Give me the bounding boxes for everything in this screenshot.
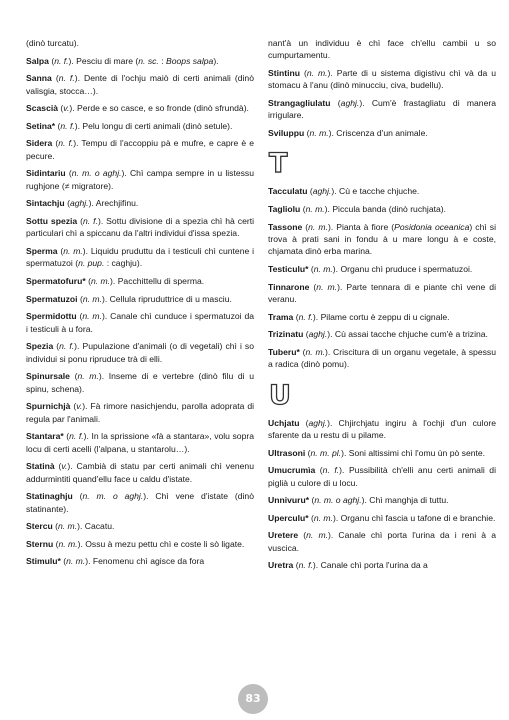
glossary-entry: Testiculu* (n. m.). Organu chì pruduce i spermatuzoi. <box>268 264 473 274</box>
part-of-speech: n. m. <box>90 275 111 286</box>
glossary-entry: Scascià (v.). Perde e so casce, e so fronde (dinò sfrundà). <box>26 103 249 114</box>
entry-continuation: nant'à un individuu è chì face ch'ellu cambii u so cumpurtamentu. <box>268 38 496 61</box>
headword: Spermatofuru* <box>26 275 86 286</box>
glossary-entry: Uperculu* (n. m.). Organu chì fascia u tafone di e branchie. <box>268 512 496 523</box>
headword: Trizinatu <box>268 329 304 340</box>
part-of-speech: n. m. <box>58 521 78 532</box>
part-of-speech: n. m. <box>63 245 83 256</box>
definition: . Liquidu pruduttu da i testiculi chì cuntene i spermatuzoi ( <box>26 245 254 269</box>
glossary-entry: Trizinatu (aghj.). Cù assai tacche chjuche cum'è a trizina. <box>268 329 488 340</box>
scientific-name: Posidonia oceanica <box>394 221 470 232</box>
part-of-speech: n. m. <box>77 371 99 382</box>
svg-text:U: U <box>269 379 291 408</box>
definition: . Cù assai tacche chjuche cum'è a trizina. <box>330 329 488 340</box>
headword: Scascià <box>26 103 59 114</box>
headword: Spermidottu <box>26 311 77 322</box>
part-of-speech: n. m. <box>313 512 333 523</box>
definition: : <box>158 55 166 66</box>
definition: . Cacatu. <box>79 521 115 532</box>
glossary-entry: Tagliolu (n. m.). Piccula banda (dinò ruchjata). <box>268 204 447 214</box>
headword: Stintinu <box>268 68 300 78</box>
part-of-speech: v. <box>76 401 83 412</box>
glossary-entry: Sperma (n. m.). Liquidu pruduttu da i testiculi chì cuntene i spermatuzoi (n. pup. : caghju). <box>26 245 254 269</box>
glossary-entry: Uretra (n. f.). Canale chì porta l'urina da a <box>268 560 428 571</box>
definition: . Chì campa sempre in u listessu rughjone (≠ migratore). <box>26 168 254 191</box>
headword: Sintachju <box>26 198 65 209</box>
definition: ) chì si trova à prati sani in fondu à u mare longu à e coste, chjamata dinò erba marina. <box>268 221 496 257</box>
definition: . Parte tennara di e piante chì vene di veranu. <box>268 281 496 304</box>
glossary-entry: Sintachju (aghj.). Arechjifinu. <box>26 198 139 209</box>
definition: . Pacchittellu di sperma. <box>112 275 205 286</box>
headword: Tuberu* <box>268 346 300 357</box>
headword: Strangagliulatu <box>268 98 331 108</box>
part-of-speech: aghj. <box>340 98 360 108</box>
definition: . Dente di l'ochju maiò di certi animali (dinò valisgia, stocca…). <box>26 73 254 96</box>
glossary-entry: Stintinu (n. m.). Parte di u sistema digistivu chì và da u stomacu à l'anu (dinò minucciu, civa, budellu). <box>268 68 496 91</box>
glossary-entry <box>268 37 496 62</box>
glossary-entry: Salpa (n. f.). Pesciu di mare (n. sc. : Boops salpa). <box>26 55 219 66</box>
part-of-speech: n. m. <box>58 538 78 549</box>
part-of-speech: n. m. pl. <box>310 447 342 458</box>
definition: . Organu chì pruduce i spermatuzoi. <box>335 264 473 274</box>
headword: Statinaghju <box>26 491 73 502</box>
definition: . Tempu di l'accoppiu pà e mufre, e capre è e pecure. <box>26 138 254 161</box>
headword: Sviluppu <box>268 128 305 138</box>
glossary-entry: Statinà (v.). Cambià di statu par certi animali chì venenu addurmintiti quand'ellu face u caldu d'istate. <box>26 461 254 484</box>
definition: . Canale chì porta l'urina da a <box>315 560 428 571</box>
definition: . Canale chì cunduce i spermatuzoi da i testiculi à u fora. <box>26 311 254 334</box>
definition: . Chì manghja di tuttu. <box>364 495 449 506</box>
glossary-entry: Sanna (n. f.). Dente di l'ochju maiò di certi animali (dinò valisgia, stocca…). <box>26 73 254 96</box>
glossary-entry: Ultrasoni (n. m. pl.). Soni altissimi chì l'omu ùn pò sente. <box>268 447 486 458</box>
headword: Sperma <box>26 245 58 256</box>
part-of-speech: n. m. <box>306 530 329 541</box>
part-of-speech: n. f. <box>58 138 74 149</box>
definition: . Criscitura di un organu vegetale, à spessu a radica (dinò pomu). <box>268 346 496 370</box>
glossary-entry: Spermidottu (n. m.). Canale chì cunduce i spermatuzoi da i testiculi à u fora. <box>26 311 254 334</box>
right-column <box>268 37 496 577</box>
headword: Sottu spezia <box>26 215 78 226</box>
part-of-speech: v. <box>63 103 70 114</box>
entries-s-continued <box>268 37 496 139</box>
part-of-speech: n. m. <box>82 293 102 304</box>
headword: Tassone <box>268 221 303 232</box>
glossary-entry: Tacculatu (aghj.). Cù e tacche chjuche. <box>268 186 420 197</box>
section-letter-t <box>268 148 496 176</box>
headword: Uchjatu <box>268 417 300 428</box>
definition: . Inseme di e vertebre (dinò filu di u spinu, schena). <box>26 371 254 394</box>
glossary-entry: Tuberu* (n. m.). Criscitura di un organu vegetale, à spessu a radica (dinò pomu). <box>268 346 496 370</box>
part-of-speech: n. m. <box>316 281 338 292</box>
headword: Setina* <box>26 120 56 131</box>
glossary-entry: Spermatuzoi (n. m.). Cellula ripruduttrice di u masciu. <box>26 293 232 304</box>
definition: : caghju). <box>104 258 143 269</box>
headword: Stimulu* <box>26 556 61 567</box>
part-of-speech: n. m. <box>305 204 325 214</box>
part-of-speech: n. m. <box>313 264 333 274</box>
glossary-entry: Sternu (n. m.). Ossu à mezu pettu chì e coste li sò ligate. <box>26 538 245 549</box>
part-of-speech: n. m. <box>305 346 325 357</box>
glossary-entry: Spezia (n. f.). Pupulazione d'animali (o di vegetali) chì i so individui si ponu ripruduce trà di elli. <box>26 341 255 364</box>
scientific-name: Boops salpa <box>166 55 214 66</box>
headword: Sidintariu <box>26 168 66 179</box>
definition: . Parte di u sistema digistivu chì và da u stomacu à l'anu (dinò minucciu, civa, budellu). <box>268 68 496 91</box>
part-of-speech: aghj. <box>308 329 328 340</box>
definition: . Pesciu di mare ( <box>71 55 139 66</box>
glossary-entry: Umucrumìa (n. f.). Pussibilità ch'elli anu certi animali di piglià u culore di u locu. <box>268 465 496 488</box>
headword: Umucrumìa <box>268 465 316 476</box>
glossary-entry: Tassone (n. m.). Pianta à fiore (Posidonia oceanica) chì si trova à prati sani in fondu à u mare longu à e coste, chjamata dinò erba marina. <box>268 221 496 257</box>
glossary-entry: Uretere (n. m.). Canale chì porta l'urina da i reni à a vuscica. <box>268 530 496 553</box>
glossary-entry: Sottu spezia (n. f.). Sottu divisione di a spezia chì hà certi particulari chì a spiccanu da l'altri individui d'issa spezia. <box>26 215 255 239</box>
glossary-entry: Tinnarone (n. m.). Parte tennara di e piante chì vene di veranu. <box>268 281 496 304</box>
definition: . Cellula ripruduttrice di u masciu. <box>104 293 232 304</box>
headword: Spermatuzoi <box>26 293 78 304</box>
definition: . Chjirchjatu ingiru à l'ochji d'un culore sfarente da u restu di u pilame. <box>268 417 497 440</box>
headword: Uretra <box>268 560 294 571</box>
definition: . Canale chì porta l'urina da i reni à a vuscica. <box>268 530 496 553</box>
headword: Spezia <box>26 341 54 352</box>
part-of-speech: n. m. <box>306 68 328 78</box>
headword: Spurnichjà <box>26 401 71 412</box>
definition: . Perde e so casce, e so fronde (dinò sfrundà). <box>72 103 249 114</box>
definition: . Criscenza d'un animale. <box>331 128 428 138</box>
left-column <box>26 37 254 573</box>
glossary-entry: Spinursale (n. m.). Inseme di e vertebre (dinò filu di u spinu, schena). <box>26 371 254 394</box>
definition: . Piccula banda (dinò ruchjata). <box>327 204 447 214</box>
definition: . Pelu longu di certi animali (dinò setule). <box>77 120 233 131</box>
definition: ). <box>213 55 219 66</box>
glossary-entry: Sidintariu (n. m. o aghj.). Chì campa sempre in u listessu rughjone (≠ migratore). <box>26 168 254 191</box>
glossary-entry: Spermatofuru* (n. m.). Pacchittellu di sperma. <box>26 275 205 286</box>
definition: . In la sprissione «fà a stantara», volu sopra locu di certi acelli (l'alpana, u stantarolu…). <box>26 431 254 454</box>
part-of-speech: aghj. <box>312 186 332 197</box>
svg-text:T: T <box>269 148 288 177</box>
usage-note: n. sc. <box>138 55 159 66</box>
headword: Unnivuru* <box>268 495 310 506</box>
definition: . Arechjifinu. <box>91 198 139 209</box>
part-of-speech: aghj. <box>308 417 328 428</box>
definition: . Pianta à fiore ( <box>330 221 395 232</box>
glossary-entry: Stercu (n. m.). Cacatu. <box>26 521 115 532</box>
part-of-speech: n. f. <box>83 215 98 226</box>
headword: Stantara* <box>26 431 64 442</box>
page-number: 83 <box>238 684 268 714</box>
part-of-speech: n. f. <box>60 120 75 131</box>
headword: Stercu <box>26 521 53 532</box>
definition: . Organu chì fascia u tafone di e branchie. <box>335 512 496 523</box>
definition: . Sottu divisione di a spezia chì hà certi particulari chì a spiccanu da l'altri individui d'issa spezia. <box>26 215 255 239</box>
glossary-entry: Stantara* (n. f.). In la sprissione «fà a stantara», volu sopra locu di certi acelli (l'alpana, u stantarolu…). <box>26 431 254 454</box>
headword: Trama <box>268 311 294 322</box>
part-of-speech: n. f. <box>298 311 313 322</box>
glossary-entry: Strangagliulatu (aghj.). Cum'è frastagliatu di manera irrigulare. <box>268 98 496 121</box>
part-of-speech: n. f. <box>59 341 75 352</box>
headword: Ultrasoni <box>268 447 306 458</box>
headword: Salpa <box>26 55 49 66</box>
glossary-entry: Unnivuru* (n. m. o aghj.). Chì manghja di tuttu. <box>268 495 449 506</box>
part-of-speech: n. m. o aghj. <box>314 495 362 506</box>
letter-u-glyph <box>268 380 294 408</box>
headword: Tagliolu <box>268 204 301 214</box>
part-of-speech: n. f. <box>322 465 340 476</box>
part-of-speech: n. m. <box>66 556 86 567</box>
headword: Tinnarone <box>268 281 310 292</box>
headword: Testiculu* <box>268 264 309 274</box>
definition: . Cambià di statu par certi animali chì venenu addurmintiti quand'ellu face u caldu d'istate. <box>26 461 254 484</box>
definition: . Ossu à mezu pettu chì e coste li sò ligate. <box>80 538 245 549</box>
part-of-speech: n. f. <box>298 560 313 571</box>
part-of-speech: n. f. <box>54 55 69 66</box>
part-of-speech: n. m. o aghj. <box>71 168 122 179</box>
part-of-speech: n. m. o aghj. <box>82 491 144 502</box>
headword: Sanna <box>26 73 52 84</box>
headword: Uperculu* <box>268 512 309 523</box>
part-of-speech: n. f. <box>58 73 75 84</box>
definition: . Soni altissimi chì l'omu ùn pò sente. <box>343 447 486 458</box>
part-of-speech: aghj. <box>69 198 89 209</box>
definition: . Cù e tacche chjuche. <box>334 186 420 197</box>
part-of-speech: n. m. <box>82 311 102 322</box>
definition: . Pilame cortu è zeppu di u cignale. <box>315 311 450 322</box>
headword: Uretere <box>268 530 299 541</box>
definition: . Fà rimore nasichjendu, parolla adoprata di regula par l'animali. <box>26 401 255 424</box>
definition: . Fenomenu chì agisce da fora <box>88 556 205 567</box>
usage-note: n. pup. <box>78 258 105 269</box>
entry-continuation: (dinò turcatu). <box>26 38 80 48</box>
definition: . Pupulazione d'animali (o di vegetali) chì i so individui si ponu ripruduce trà di elli. <box>26 341 255 364</box>
definition: . Pussibilità ch'elli anu certi animali di piglià u culore di u locu. <box>268 465 496 488</box>
glossary-entry: Uchjatu (aghj.). Chjirchjatu ingiru à l'ochji d'un culore sfarente da u restu di u pilame. <box>268 417 497 440</box>
entries-t <box>268 185 496 370</box>
headword: Sidera <box>26 138 53 149</box>
definition: . Chì vene d'istate (dinò statinante). <box>26 491 254 514</box>
entries-u <box>268 417 496 572</box>
glossary-entry: Setina* (n. f.). Pelu longu di certi animali (dinò setule). <box>26 120 233 131</box>
headword: Statinà <box>26 461 55 472</box>
part-of-speech: n. m. <box>309 128 329 138</box>
glossary-entry: Statinaghju (n. m. o aghj.). Chì vene d'istate (dinò statinante). <box>26 491 254 514</box>
glossary-entry: Sidera (n. f.). Tempu di l'accoppiu pà e mufre, e capre è e pecure. <box>26 138 254 161</box>
definition: . Cum'è frastagliatu di manera irrigulare. <box>268 98 496 121</box>
glossary-entry: Stimulu* (n. m.). Fenomenu chì agisce da fora <box>26 556 205 567</box>
part-of-speech: n. f. <box>69 431 84 442</box>
headword: Sternu <box>26 538 54 549</box>
section-letter-u <box>268 380 496 408</box>
part-of-speech: n. m. <box>308 221 328 232</box>
headword: Tacculatu <box>268 186 308 197</box>
glossary-entry: Sviluppu (n. m.). Criscenza d'un animale. <box>268 128 428 138</box>
part-of-speech: v. <box>61 461 68 472</box>
glossary-entry: Spurnichjà (v.). Fà rimore nasichjendu, parolla adoprata di regula par l'animali. <box>26 401 255 424</box>
glossary-entry <box>26 37 254 49</box>
letter-t-glyph <box>268 148 294 176</box>
headword: Spinursale <box>26 371 70 382</box>
glossary-entry: Trama (n. f.). Pilame cortu è zeppu di u cignale. <box>268 311 450 322</box>
